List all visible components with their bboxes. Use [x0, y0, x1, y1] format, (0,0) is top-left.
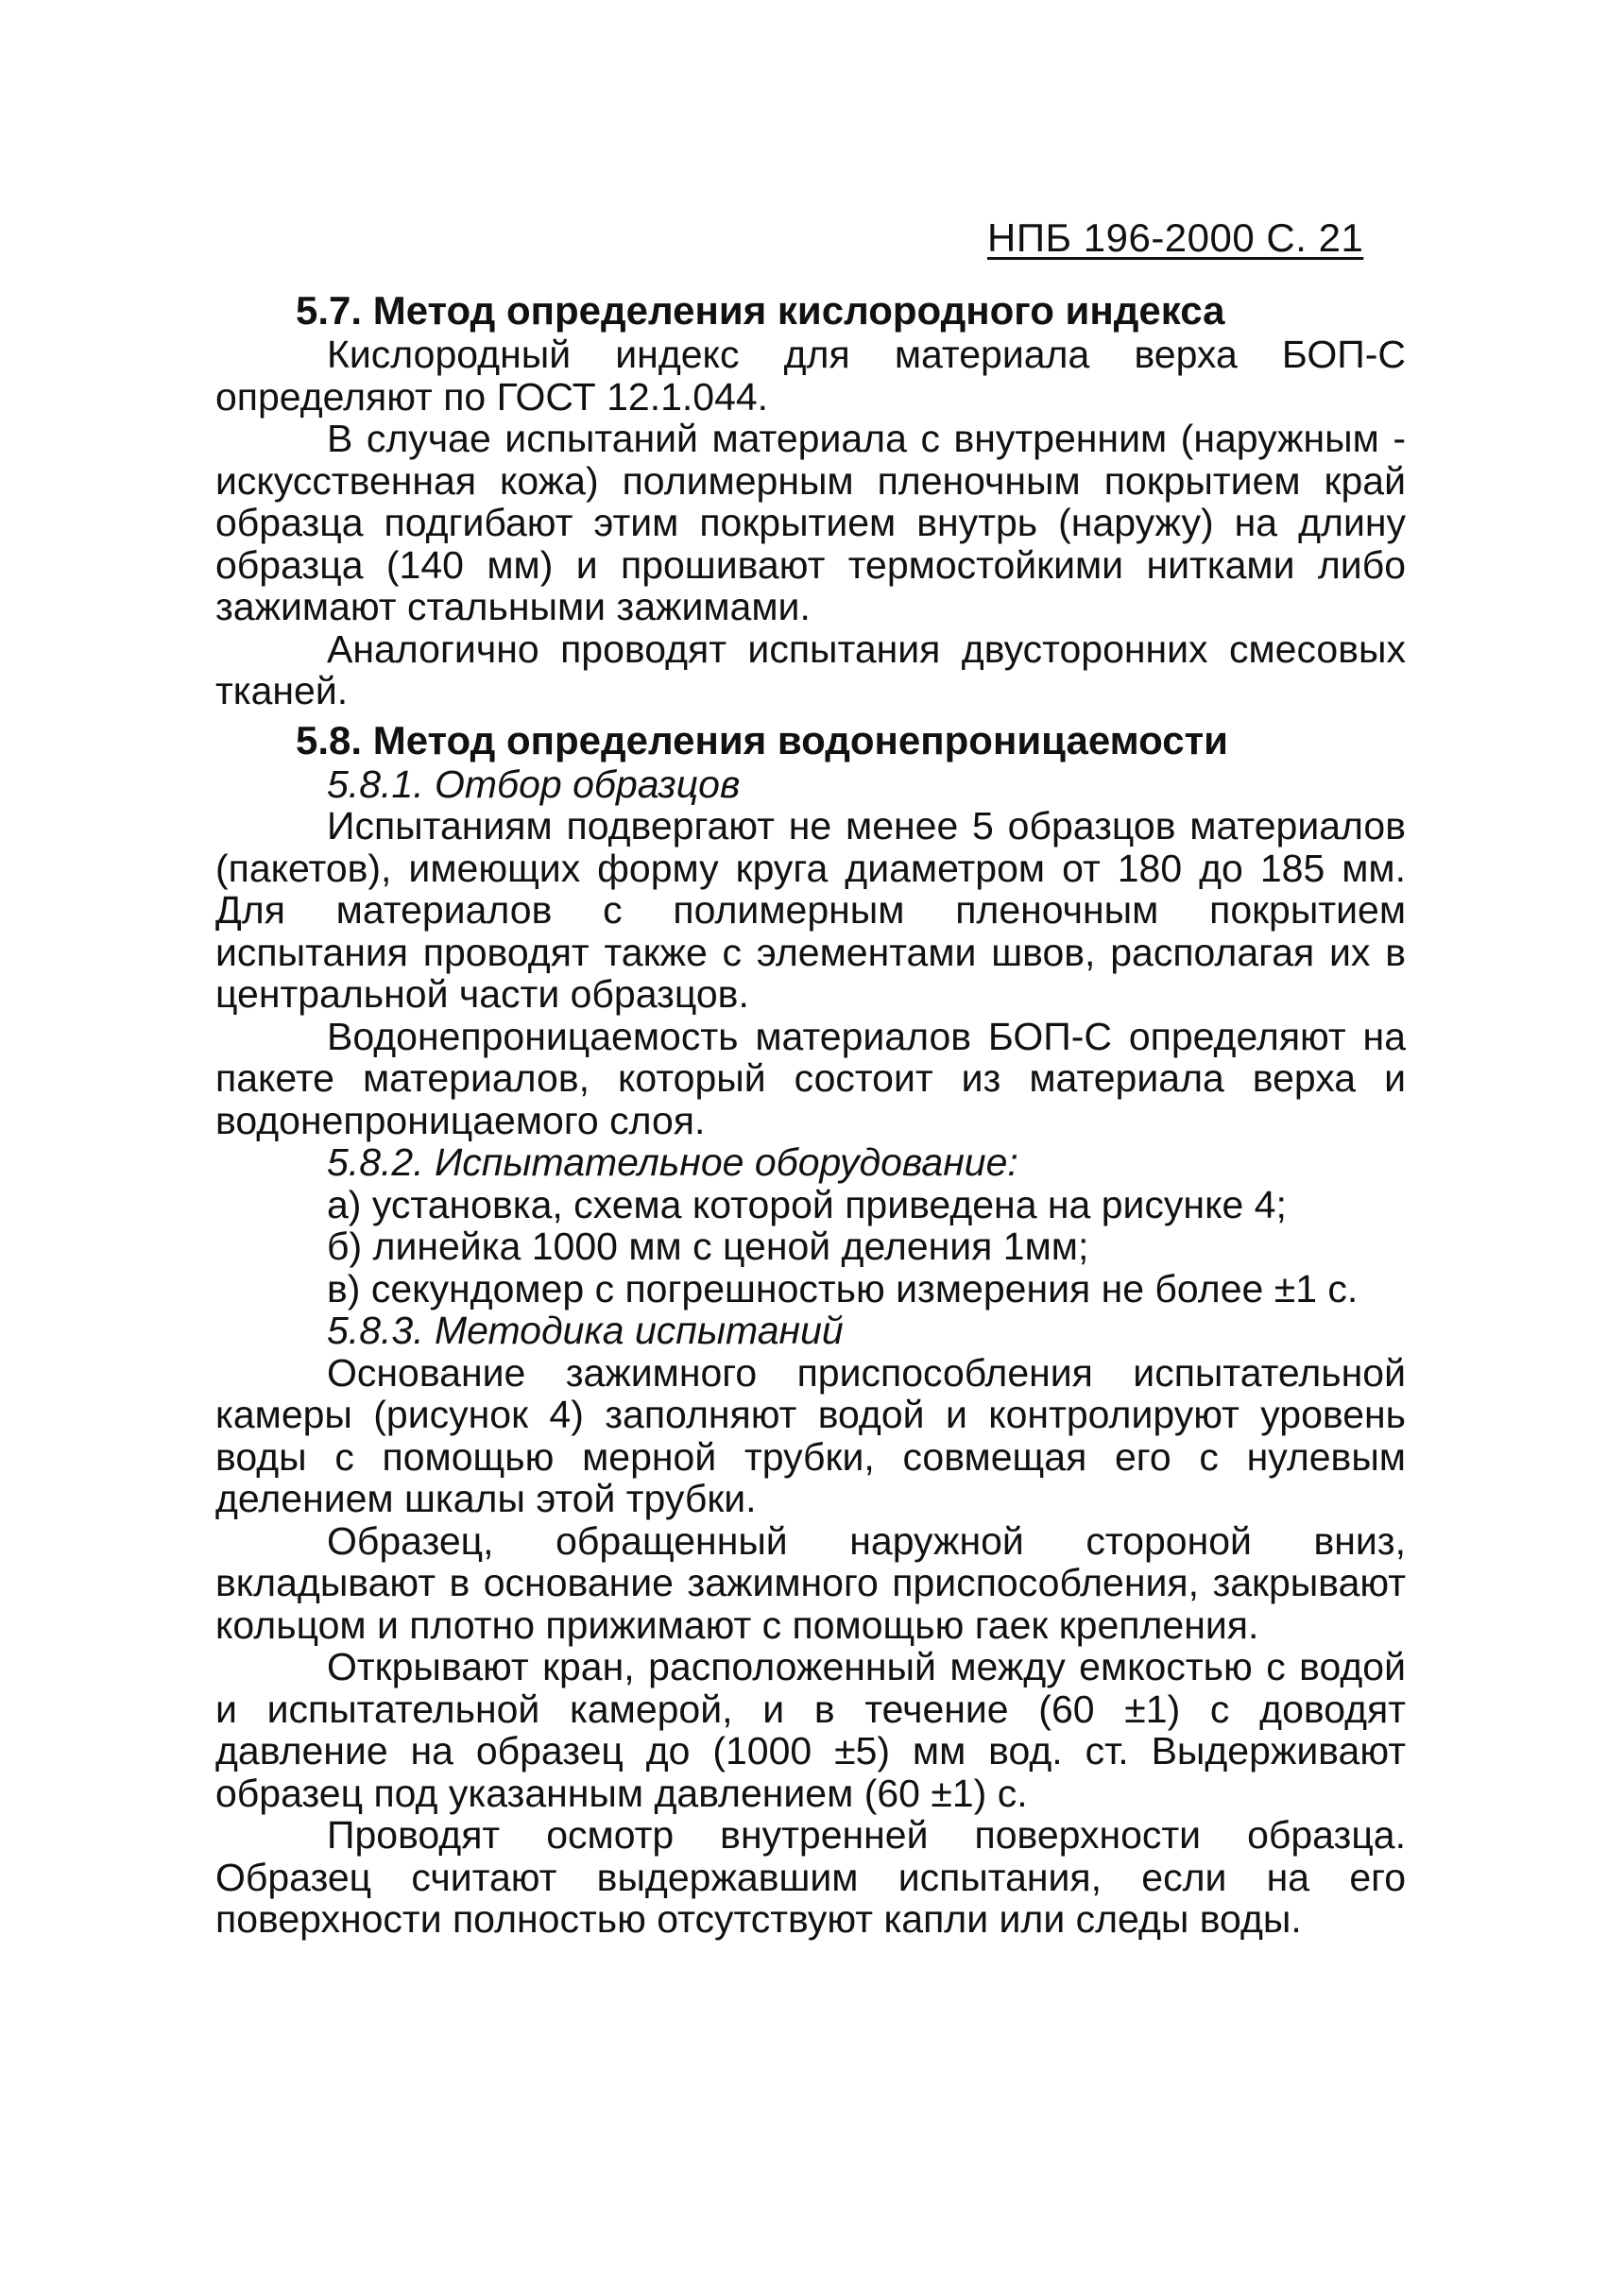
paragraph: В случае испытаний материала с внутренним (наружным - искусственная кожа) полимерным пленочным покрытием край образца подгибают этим покрытием внутрь (наружу) на длину образца (140 мм) и прошивают термостойкими нитками либо зажимают стальными зажимами. [215, 417, 1406, 628]
paragraph: Кислородный индекс для материала верха БОП-С определяют по ГОСТ 12.1.044. [215, 333, 1406, 419]
subsection-heading-5-8-1: 5.8.1. Отбор образцов [327, 762, 741, 806]
paragraph: Аналогично проводят испытания двусторонних смесовых тканей. [215, 626, 1406, 712]
document-body [215, 288, 1406, 1941]
section-heading-5-7: 5.7. Метод определения кислородного индекса [296, 288, 1225, 333]
paragraph: Проводят осмотр внутренней поверхности образца. Образец считают выдержавшим испытания, если на его поверхности полностью отсутствуют капли или следы воды. [215, 1813, 1406, 1941]
list-item: б) линейка 1000 мм с ценой деления 1мм; [327, 1225, 1089, 1268]
page-header: НПБ 196-2000 С. 21 [987, 215, 1364, 260]
section-heading-5-8: 5.8. Метод определения водонепроницаемости [296, 717, 1228, 762]
list-item: в) секундомер с погрешностью измерения не более ±1 с. [327, 1266, 1359, 1310]
paragraph: Образец, обращенный наружной стороной вниз, вкладывают в основание зажимного приспособления, закрывают кольцом и плотно прижимают с помощью гаек крепления. [215, 1518, 1406, 1647]
subsection-heading-5-8-2: 5.8.2. Испытательное оборудование: [327, 1140, 1018, 1184]
paragraph: Основание зажимного приспособления испытательной камеры (рисунок 4) заполняют водой и контролируют уровень воды с помощью мерной трубки, совмещая его с нулевым делением шкалы этой трубки. [215, 1350, 1406, 1520]
paragraph: Открывают кран, расположенный между емкостью с водой и испытательной камерой, и в течение (60 ±1) с доводят давление на образец до (1000 ±5) мм вод. ст. Выдерживают образец под указанным давлением (60 ±1) с. [215, 1645, 1406, 1815]
list-item: а) установка, схема которой приведена на рисунке 4; [327, 1182, 1287, 1226]
paragraph: Водонепроницаемость материалов БОП-С определяют на пакете материалов, который состоит из материала верха и водонепроницаемого слоя. [215, 1014, 1406, 1142]
subsection-heading-5-8-3: 5.8.3. Методика испытаний [327, 1309, 844, 1352]
paragraph: Испытаниям подвергают не менее 5 образцов материалов (пакетов), имеющих форму круга диаметром от 180 до 185 мм. Для материалов с полимерным пленочным покрытием испытания проводят также с элементами швов, располагая их в центральной части образцов. [215, 804, 1406, 1016]
